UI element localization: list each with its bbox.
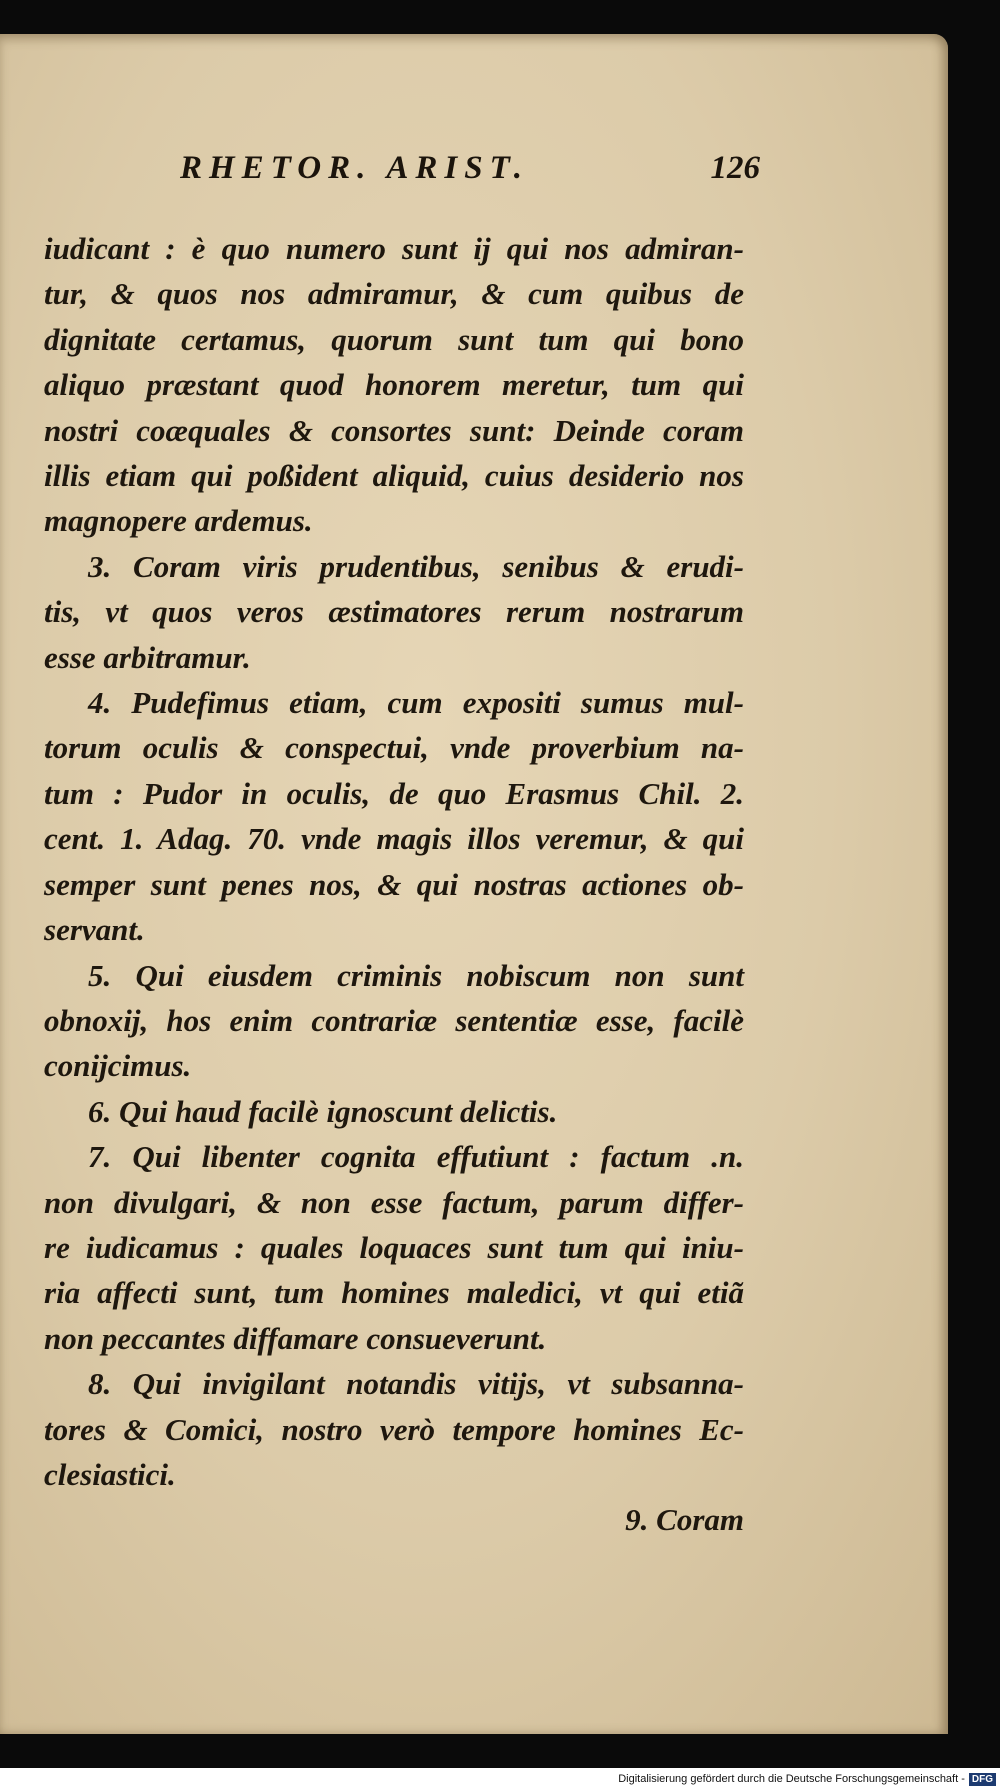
body-text bbox=[44, 226, 744, 1543]
text-line: nostri coæquales & consortes sunt: Deinde coram bbox=[44, 412, 744, 448]
text-line: cent. 1. Adag. 70. vnde magis illos veremur, & qui bbox=[44, 821, 744, 857]
digitization-footer bbox=[0, 1768, 1000, 1790]
text-line: magnopere ardemus. bbox=[44, 503, 313, 539]
page-header bbox=[180, 150, 760, 187]
text-line: torum oculis & conspectui, vnde proverbium na- bbox=[44, 730, 744, 766]
text-line: 4. Pudefimus etiam, cum expositi sumus mul- bbox=[88, 685, 744, 721]
text-line: tis, vt quos veros æstimatores rerum nostrarum bbox=[44, 594, 744, 630]
text-line: 8. Qui invigilant notandis vitijs, vt subsanna- bbox=[88, 1366, 744, 1402]
text-line: semper sunt penes nos, & qui nostras actiones ob- bbox=[44, 866, 744, 902]
text-line: conijcimus. bbox=[44, 1048, 192, 1084]
dfg-logo: DFG bbox=[969, 1773, 996, 1786]
text-line: 3. Coram viris prudentibus, senibus & erudi- bbox=[88, 548, 744, 584]
text-line: re iudicamus : quales loquaces sunt tum qui iniu- bbox=[44, 1229, 744, 1265]
running-title: RHETOR. ARIST. bbox=[180, 150, 529, 186]
text-line: 5. Qui eiusdem criminis nobiscum non sunt bbox=[88, 957, 744, 993]
text-line: ria affecti sunt, tum homines maledici, vt qui etiã bbox=[44, 1275, 744, 1311]
text-line: tur, & quos nos admiramur, & cum quibus de bbox=[44, 276, 744, 312]
text-line: esse arbitramur. bbox=[44, 639, 251, 675]
text-line: 7. Qui libenter cognita effutiunt : factum .n. bbox=[88, 1139, 744, 1175]
text-line: 6. Qui haud facilè ignoscunt delictis. bbox=[88, 1093, 558, 1129]
text-line: tum : Pudor in oculis, de quo Erasmus Chil. 2. bbox=[44, 775, 744, 811]
text-line: non peccantes diffamare consueverunt. bbox=[44, 1320, 547, 1356]
text-line: aliquo præstant quod honorem meretur, tum qui bbox=[44, 367, 744, 403]
text-line: non divulgari, & non esse factum, parum differ- bbox=[44, 1184, 744, 1220]
text-line: obnoxij, hos enim contrariæ sententiæ esse, facilè bbox=[44, 1002, 744, 1038]
text-line: 9. Coram bbox=[625, 1502, 744, 1538]
text-line: iudicant : è quo numero sunt ij qui nos admiran- bbox=[44, 231, 744, 266]
text-line: tores & Comici, nostro verò tempore homines Ec- bbox=[44, 1411, 744, 1447]
text-line: dignitate certamus, quorum sunt tum qui bono bbox=[44, 321, 744, 357]
digitization-credit: Digitalisierung gefördert durch die Deutsche Forschungsgemeinschaft - bbox=[618, 1773, 965, 1785]
text-line: servant. bbox=[44, 912, 145, 948]
text-line: clesiastici. bbox=[44, 1456, 176, 1492]
page-number: 126 bbox=[710, 150, 760, 186]
text-line: illis etiam qui poßident aliquid, cuius desiderio nos bbox=[44, 458, 744, 494]
book-page bbox=[0, 34, 948, 1734]
